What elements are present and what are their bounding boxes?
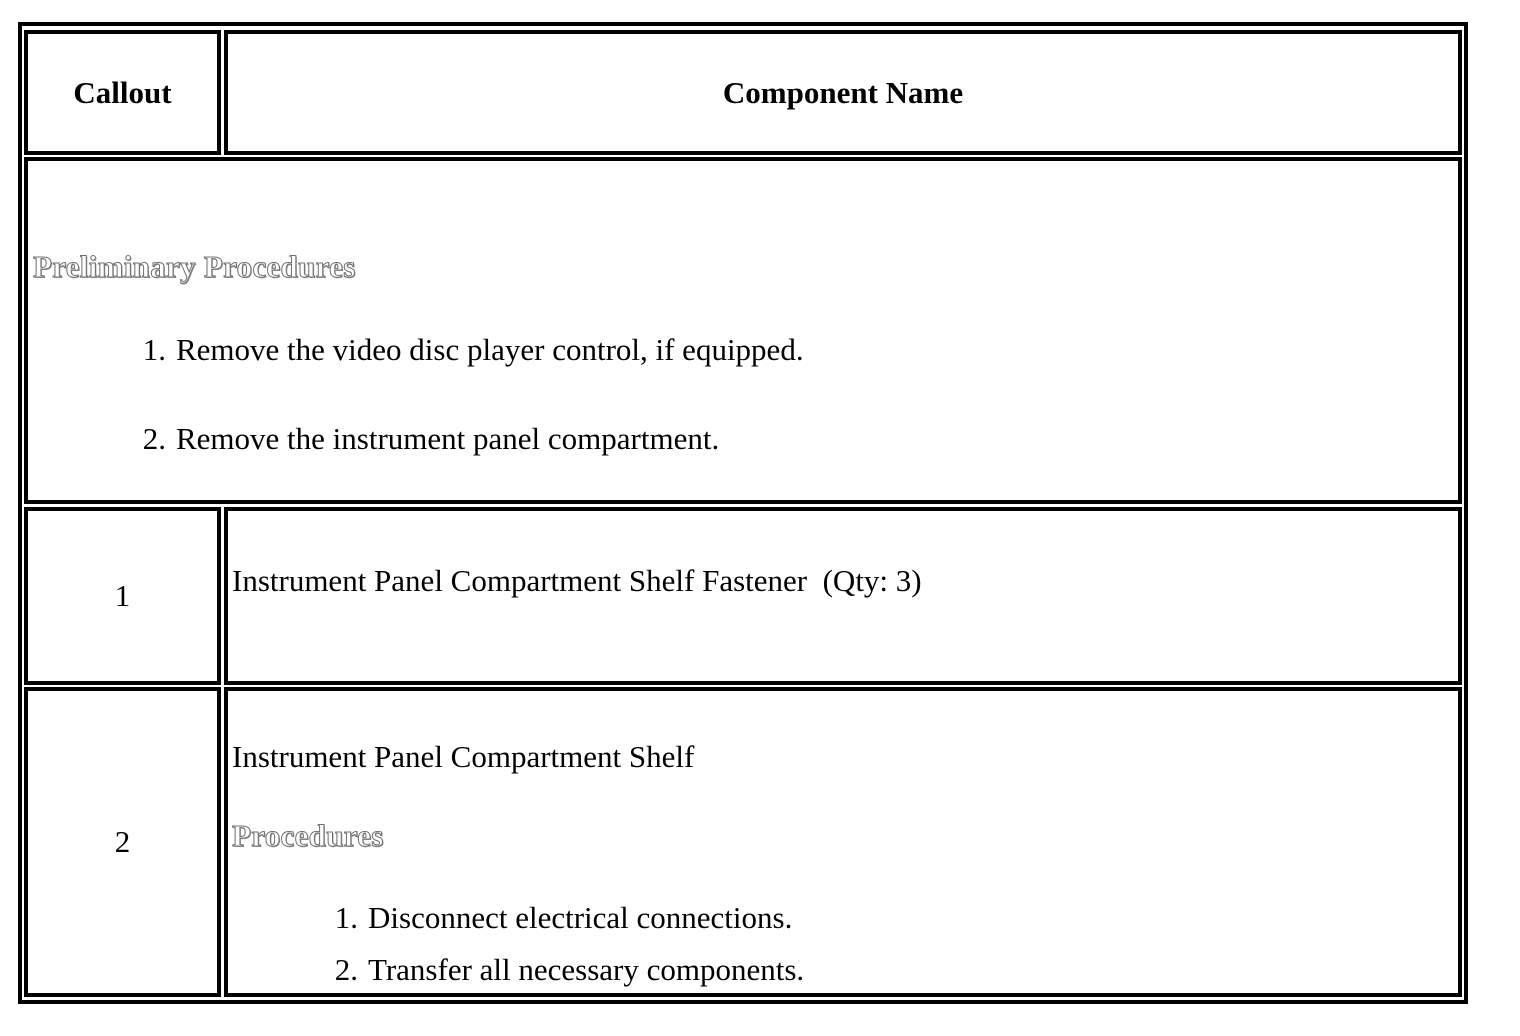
component-name: Instrument Panel Compartment Shelf <box>232 739 695 774</box>
step-text: Remove the video disc player control, if equipped. <box>176 332 804 367</box>
table-row-1-callout <box>24 507 221 685</box>
header-callout-label: Callout <box>73 74 172 110</box>
table-row-1-name <box>224 507 1462 685</box>
procedures-heading: Procedures <box>232 818 384 853</box>
step-number: 1. <box>334 900 358 935</box>
procedure-step-2 <box>324 954 804 985</box>
step-text: Disconnect electrical connections. <box>368 900 793 935</box>
step-number: 2. <box>334 952 358 987</box>
callout-number: 2 <box>114 824 131 859</box>
header-callout <box>24 30 221 155</box>
step-number: 2. <box>142 421 166 456</box>
callout-number: 1 <box>114 578 131 613</box>
step-text: Transfer all necessary components. <box>368 952 805 987</box>
header-component-name-label: Component Name <box>722 74 964 110</box>
preliminary-procedures-cell <box>24 157 1462 504</box>
component-name: Instrument Panel Compartment Shelf Fastener (Qty: 3) <box>232 563 922 598</box>
preliminary-step-2 <box>132 423 719 454</box>
step-number: 1. <box>142 332 166 367</box>
step-text: Remove the instrument panel compartment. <box>176 421 720 456</box>
table-row-2-callout <box>24 687 221 997</box>
header-component-name <box>224 30 1462 155</box>
table-row-2-name <box>224 687 1462 997</box>
procedure-step-1 <box>324 902 792 933</box>
preliminary-step-1 <box>132 334 804 365</box>
preliminary-procedures-heading: Preliminary Procedures <box>33 249 356 284</box>
